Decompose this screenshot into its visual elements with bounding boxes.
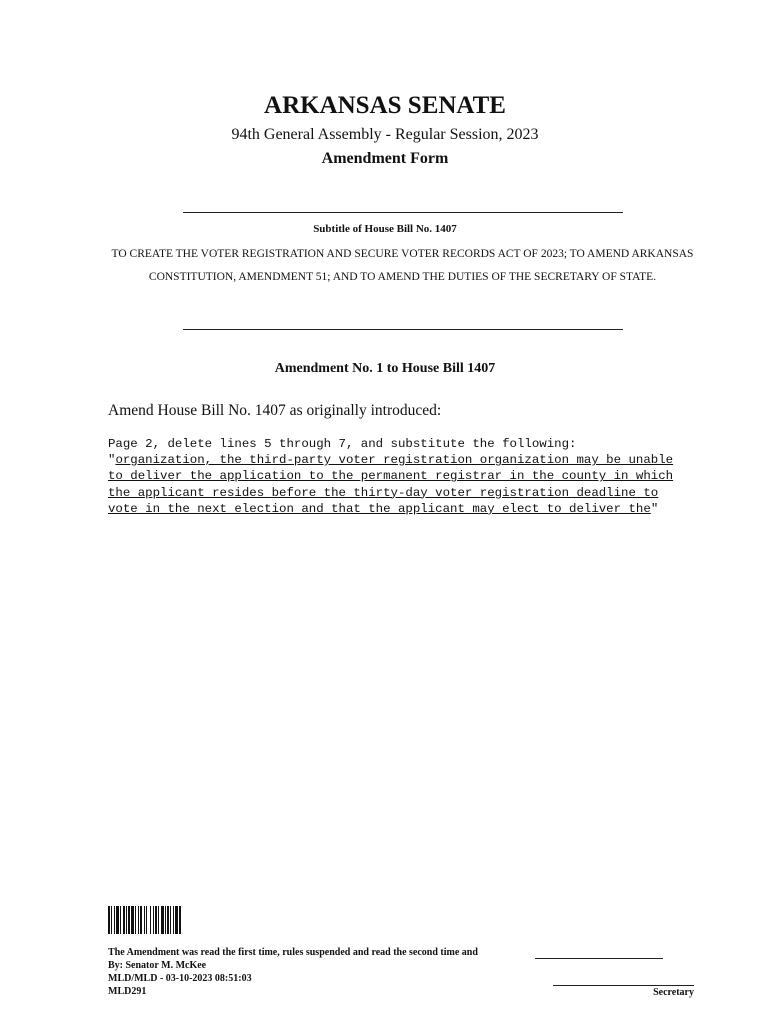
body-intro-line: Page 2, delete lines 5 through 7, and substitute the following: (108, 437, 577, 451)
substitute-text: organization, the third-party voter registration organization may be unable (115, 453, 674, 468)
substitute-text: vote in the next election and that the applicant may elect to deliver the (108, 501, 651, 516)
read-blank-line (535, 958, 663, 959)
substitute-text: the applicant resides before the thirty-day voter registration deadline to (108, 485, 659, 500)
subtitle-label: Subtitle of House Bill No. 1407 (313, 223, 457, 235)
document-code: MLD291 (108, 986, 147, 997)
drafter-line: MLD/MLD - 03-10-2023 08:51:03 (108, 973, 252, 984)
amendment-body (108, 436, 698, 517)
quote-open: " (108, 453, 116, 468)
form-type: Amendment Form (321, 150, 449, 167)
divider-bottom (183, 329, 623, 330)
read-statement: The Amendment was read the first time, rules suspended and read the second time and (108, 947, 478, 958)
document-title: ARKANSAS SENATE (264, 92, 506, 119)
session-line: 94th General Assembly - Regular Session, 2023 (231, 126, 539, 143)
barcode-image (108, 906, 200, 934)
subtitle-text: TO CREATE THE VOTER REGISTRATION AND SECURE VOTER RECORDS ACT OF 2023; TO AMEND ARKANSAS CONSTITUTION, AMENDMENT 51; AND TO AMEND THE DUTIES OF THE SECRETARY OF STATE. (111, 248, 694, 283)
substitute-line (108, 501, 698, 517)
amendment-instruction: Amend House Bill No. 1407 as originally introduced: (108, 402, 442, 419)
substitute-line (108, 485, 698, 501)
substitute-text: to deliver the application to the permanent registrar in the county in which (108, 469, 674, 484)
substitute-line (108, 468, 698, 484)
secretary-label: Secretary (653, 987, 694, 998)
divider-top (183, 212, 623, 213)
secretary-signature-line (553, 985, 694, 986)
sponsor-line: By: Senator M. McKee (108, 960, 207, 971)
substitute-line (108, 452, 698, 468)
quote-close: " (650, 501, 659, 516)
amendment-heading: Amendment No. 1 to House Bill 1407 (274, 361, 496, 376)
